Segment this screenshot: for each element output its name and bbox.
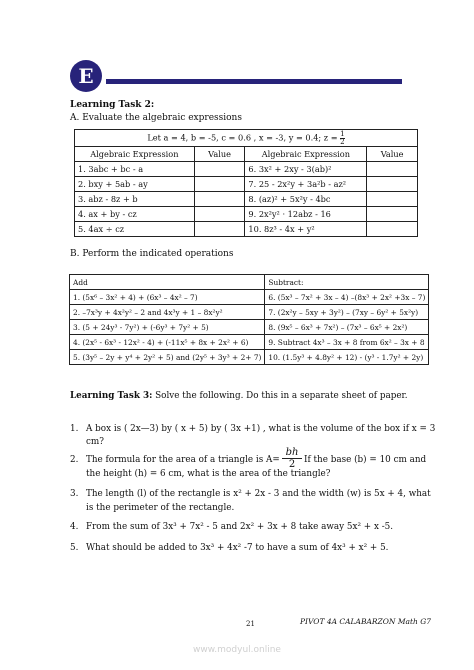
q3-line1: The length (l) of the rectangle is x² + 2x - 3 and the width (w) is 5x + 4, what: [86, 489, 431, 499]
z-frac-num: 1: [340, 129, 345, 138]
q4-number: 4.: [70, 522, 79, 532]
op-4: 4. (2x⁵ - 6x³ - 12x² - 4) + (-11x⁵ + 8x + 2x² + 6): [70, 335, 265, 350]
expr-1: 1. 3abc + bc - a: [75, 162, 195, 177]
q2-frac-den: 2: [288, 459, 296, 470]
part-b-label: B. Perform the indicated operations: [70, 249, 234, 259]
table-header-row: [75, 147, 418, 162]
area-fraction: [282, 447, 302, 470]
op-8: 8. (9x⁵ – 6x³ + 7x²) – (7x³ – 6x⁵ + 2x²): [265, 320, 429, 335]
z-fraction: [340, 131, 344, 146]
task3-heading: [70, 391, 408, 402]
value-cell[interactable]: [194, 207, 245, 222]
value-cell[interactable]: [367, 192, 418, 207]
q1-line2: cm?: [86, 437, 104, 447]
value-cell[interactable]: [194, 192, 245, 207]
section-badge: E: [70, 60, 102, 92]
watermark: www.modyul.online: [193, 645, 281, 655]
q1-number: 1.: [70, 424, 79, 434]
col-expr-2: Algebraic Expression: [245, 147, 367, 162]
book-title: PIVOT 4A CALABARZON Math G7: [300, 617, 431, 626]
section-rule: [106, 79, 402, 84]
op-10: 10. (1.5y³ + 4.8y² + 12) - (y³ - 1.7y² + 2y): [265, 350, 429, 365]
col-value-2: Value: [367, 147, 418, 162]
table-row: [70, 335, 429, 350]
expr-6: 6. 3x² + 2xy - 3(ab)²: [245, 162, 367, 177]
expr-4: 4. ax + by - cz: [75, 207, 195, 222]
q4-text: From the sum of 3x³ + 7x² - 5 and 2x² + 3x + 8 take away 5x² + x -5.: [86, 522, 394, 532]
q5-text: What should be added to 3x³ + 4x² -7 to have a sum of 4x³ + x² + 5.: [86, 543, 389, 553]
op-2: 2. –7x³y + 4x²y² – 2 and 4x³y + 1 – 8x²y²: [70, 305, 265, 320]
value-cell[interactable]: [194, 162, 245, 177]
table-row: [70, 320, 429, 335]
task3-intro: Solve the following. Do this in a separate sheet of paper.: [152, 391, 408, 401]
page-number: 21: [246, 620, 255, 628]
value-cell[interactable]: [194, 177, 245, 192]
expr-2: 2. bxy + 5ab - ay: [75, 177, 195, 192]
ops-header-row: [70, 275, 429, 290]
q2-frac-num: bh: [282, 447, 302, 459]
z-frac-den: 2: [340, 137, 345, 146]
task3-title: Learning Task 3:: [70, 391, 153, 401]
operations-table: [69, 274, 429, 365]
value-cell[interactable]: [194, 222, 245, 237]
op-7: 7. (2x²y – 5xy + 3y²) – (7xy – 6y² + 5x²y): [265, 305, 429, 320]
op-9: 9. Subtract 4x³ – 3x + 8 from 6x² – 3x + 8: [265, 335, 429, 350]
table-row: [70, 305, 429, 320]
table-row: [75, 177, 418, 192]
q5-number: 5.: [70, 543, 79, 553]
task2-title: Learning Task 2:: [70, 100, 155, 110]
table-row: [75, 222, 418, 237]
value-cell[interactable]: [367, 222, 418, 237]
add-header: Add: [70, 275, 265, 290]
op-5: 5. (3y⁵ – 2y + y⁴ + 2y² + 5) and (2y⁵ + 3y³ + 2+ 7): [70, 350, 265, 365]
q2-line2: the height (h) = 6 cm, what is the area of the triangle?: [86, 469, 331, 479]
q2-number: 2.: [70, 455, 79, 465]
expr-7: 7. 25 - 2x²y + 3a²b - az²: [245, 177, 367, 192]
expr-3: 3. abz - 8z + b: [75, 192, 195, 207]
value-cell[interactable]: [367, 207, 418, 222]
col-expr-1: Algebraic Expression: [75, 147, 195, 162]
op-1: 1. (5x⁶ – 3x² + 4) + (6x³ – 4x² – 7): [70, 290, 265, 305]
expr-10: 10. 8z³ - 4x + y²: [245, 222, 367, 237]
col-value-1: Value: [194, 147, 245, 162]
value-cell[interactable]: [367, 177, 418, 192]
op-3: 3. (5 + 24y³ - 7y²) + (-6y³ + 7y² + 5): [70, 320, 265, 335]
q3-number: 3.: [70, 489, 79, 499]
table-row: [70, 350, 429, 365]
expr-5: 5. 4ax ÷ cz: [75, 222, 195, 237]
q1-line1: A box is ( 2x—3) by ( x + 5) by ( 3x +1) , what is the volume of the box if x = 3: [86, 424, 436, 434]
table-row: [75, 192, 418, 207]
table-row: [75, 207, 418, 222]
q3-line2: is the perimeter of the rectangle.: [86, 503, 235, 513]
expr-9: 9. 2x²y² · 12abz - 16: [245, 207, 367, 222]
evaluate-table: [74, 129, 418, 237]
given-values: [75, 130, 418, 147]
value-cell[interactable]: [367, 162, 418, 177]
expr-8: 8. (az)² + 5x²y - 4bc: [245, 192, 367, 207]
subtract-header: Subtract:: [265, 275, 429, 290]
table-row: [70, 290, 429, 305]
part-a-label: A. Evaluate the algebraic expressions: [70, 113, 242, 123]
q2-line1-cont: If the base (b) = 10 cm and: [304, 455, 427, 465]
q2-line1: The formula for the area of a triangle is A=: [86, 455, 280, 465]
given-text: Let a = 4, b = -5, c = 0.6 , x = -3, y = 0.4; z =: [147, 132, 341, 142]
op-6: 6. (5x³ – 7x² + 3x – 4) –(8x³ + 2x² +3x – 7): [265, 290, 429, 305]
table-row: [75, 162, 418, 177]
